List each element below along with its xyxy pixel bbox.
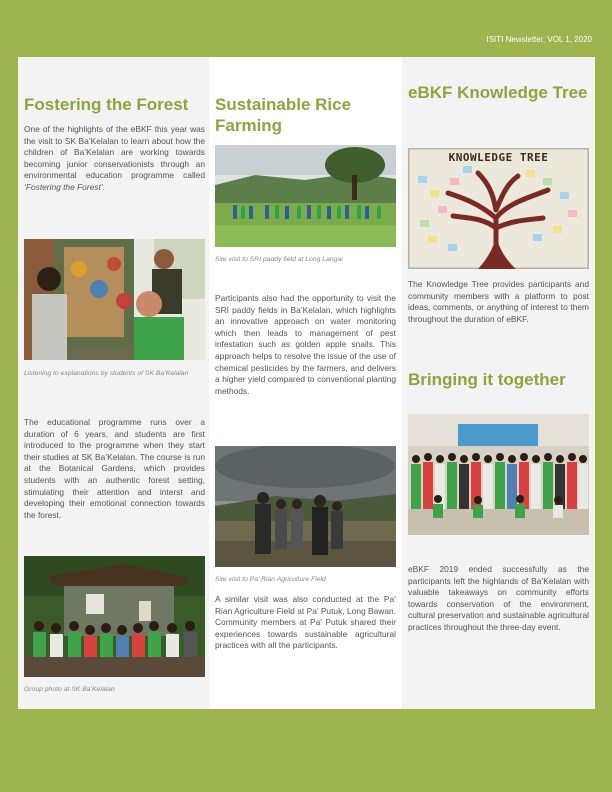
photo-bringing-together-group <box>408 414 589 535</box>
programme-name: ‘Fostering the Forest’ <box>24 181 103 192</box>
caption-students-explaining: Listening to explanations by students of SK Ba’Kelalan <box>24 370 189 377</box>
newsletter-header: ISITI Newsletter, VOL 1, 2020 <box>486 35 592 44</box>
photo-sri-paddy-field <box>215 145 396 247</box>
caption-group-photo: Group photo at SK Ba’Kelalan <box>24 686 115 693</box>
photo-group-sk-bakelalan <box>24 556 205 677</box>
paragraph-sri-paddy: Participants also had the opportunity to visit the SRI paddy fields in Ba’Kelalan, which highlights an innovative approach on water monitoring which then leads to management of pest infestation such as golden apple snails. This approach helps to resolve the issue of the use of chemical pesticides by the farmers, and delivers a higher yield compared to conventional planting methods. <box>215 293 396 396</box>
paragraph-knowledge-tree: The Knowledge Tree provides participants and community members with a platform to post ideas, comments, or anything of interest to them throughout the duration of eBKF. <box>408 279 589 324</box>
photo-students-explaining <box>24 239 205 360</box>
section-title-sustainable-rice: Sustainable Rice Farming <box>215 95 352 135</box>
paragraph-text: One of the highlights of the eBKF this year was the visit to SK Ba’Kelalan to learn about how the children of Ba’Kelalan are working towards becoming junior conservationists through an environmental education programme called <box>24 124 205 181</box>
photo-pa-rian-field <box>215 446 396 567</box>
column-knowledge-tree <box>402 57 595 709</box>
caption-pa-rian-field: Site visit to Pa’ Rian Agriculture Field <box>215 576 326 583</box>
paragraph-bringing-together: eBKF 2019 ended successfully as the participants left the highlands of Ba’Kelalan with valuable takeaways on community efforts towards conservation of the environment, cultural preservation and sustainable agricultural practices throughout the three-day event. <box>408 564 589 632</box>
section-title-fostering-forest: Fostering the Forest <box>24 95 189 114</box>
caption-sri-paddy-field: Site visit to SRI paddy field at Long Langai <box>215 256 343 263</box>
paragraph-end: . <box>102 181 105 192</box>
paragraph-fostering-intro <box>24 124 205 194</box>
newsletter-page <box>18 57 595 709</box>
section-title-knowledge-tree: eBKF Knowledge Tree <box>408 83 588 102</box>
paragraph-pa-rian: A similar visit was also conducted at the Pa’ Rian Agriculture Field at Pa’ Putuk, Long Bawan. Community members at Pa’ Putuk shared their experiences towards sustainable agricultural practices with all the participants. <box>215 594 396 651</box>
section-title-bringing-together: Bringing it together <box>408 370 566 389</box>
paragraph-educational-programme: The educational programme runs over a duration of 6 years, and students are first introduced to the programme when they start their studies at SK Ba’Kelalan. The course is run at the Botanical Gardens, which provides students with an authentic forest setting, stimulating their attention and interst and developing their emotional connection towards the forest. <box>24 417 205 520</box>
column-fostering-forest <box>18 57 209 709</box>
poster-title: KNOWLEDGE TREE <box>448 151 549 164</box>
photo-knowledge-tree-poster <box>408 148 589 269</box>
column-sustainable-rice <box>209 57 402 709</box>
